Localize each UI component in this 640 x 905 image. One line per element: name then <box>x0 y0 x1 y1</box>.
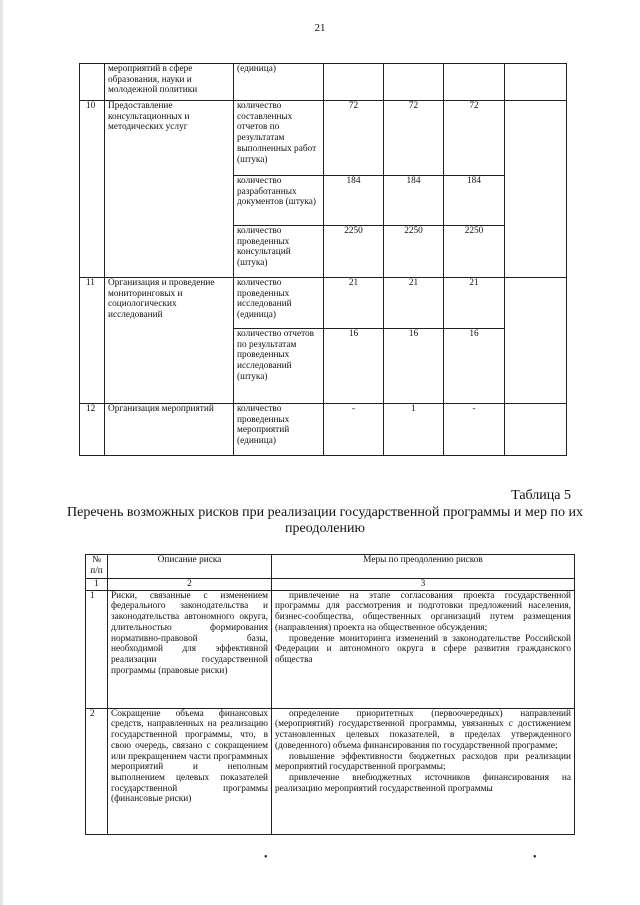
value-year-3: 16 <box>444 329 505 404</box>
row-number: 10 <box>80 101 105 278</box>
empty-cell <box>505 278 567 404</box>
event-name: Предоставление консультационных и методических услуг <box>105 101 234 278</box>
value-year-1: 184 <box>324 176 384 226</box>
measure-text: привлечение на этапе согласования проекта государственной программы для рассмотрения и подготовки предложений населения, бизнес-сообщества, общественных организаций путем размещения (направления) проекта на общественное обсуждения; <box>275 590 571 633</box>
value-year-1: 72 <box>324 101 384 176</box>
value-year-2: 72 <box>384 101 444 176</box>
value-year-3: 184 <box>444 176 505 226</box>
value-year-3: 21 <box>444 278 505 329</box>
measure-text: определение приоритетных (первоочередных) направлений (мероприятий) государственной программы, увязанных с достижением установленных целевых показателей, в пределах утвержденного (доведенного) объема финансирования по государственной программе; <box>275 708 571 751</box>
indicator-name: количество составленных отчетов по результатам выполненных работ (штука) <box>234 101 324 176</box>
indicator-name: количество проведенных исследований (единица) <box>234 278 324 329</box>
measure-text: повышение эффективности бюджетных расходов при реализации мероприятий государственной программы; <box>275 751 571 773</box>
value-year-1: 16 <box>324 329 384 404</box>
empty-cell <box>505 404 567 456</box>
value-year-3: 72 <box>444 101 505 176</box>
risk-description: Риски, связанные с изменением федерального законодательства и законодательства автономного округа, длительностью формирования нормативно-правовой базы, необходимой для эффективной реализации государственной программы (правовые риски) <box>108 590 272 708</box>
table-row <box>80 278 567 329</box>
value-year-2: 16 <box>384 329 444 404</box>
value-year-1: 2250 <box>324 226 384 278</box>
event-name: Организация мероприятий <box>105 404 234 456</box>
value-year-2: 2250 <box>384 226 444 278</box>
indicator-name: количество отчетов по результатам проведенных исследований (штука) <box>234 329 324 404</box>
event-name: Организация и проведение мониторинговых и социологических исследований <box>105 278 234 404</box>
value-year-1 <box>324 64 384 101</box>
value-year-2: 1 <box>384 404 444 456</box>
indicator-name: количество проведенных консультаций (штука) <box>234 226 324 278</box>
value-year-2: 184 <box>384 176 444 226</box>
risk-measures <box>272 590 575 708</box>
table-label: Таблица 5 <box>511 488 571 503</box>
risk-measures <box>272 708 575 834</box>
value-year-1: 21 <box>324 278 384 329</box>
empty-cell <box>505 101 567 278</box>
index-2: 2 <box>108 579 272 591</box>
row-number <box>80 64 105 101</box>
index-1: 1 <box>86 579 108 591</box>
row-number: 12 <box>80 404 105 456</box>
table-row <box>80 101 567 176</box>
value-year-3: - <box>444 404 505 456</box>
value-year-2: 21 <box>384 278 444 329</box>
table-title: Перечень возможных рисков при реализации государственной программы и мер по их преодолению <box>67 505 583 536</box>
header-desc: Описание риска <box>108 555 272 579</box>
scan-edge <box>0 0 3 905</box>
value-year-3 <box>444 64 505 101</box>
table-row <box>86 590 575 708</box>
event-name: мероприятий в сфере образования, науки и молодежной политики <box>105 64 234 101</box>
indicator-name: количество проведенных мероприятий (единица) <box>234 404 324 456</box>
empty-cell <box>505 64 567 101</box>
risks-table <box>85 554 575 835</box>
row-number: 2 <box>86 708 108 834</box>
row-number: 1 <box>86 590 108 708</box>
table-row <box>80 64 567 101</box>
page-number: 21 <box>314 22 326 34</box>
table-header-row <box>86 555 575 579</box>
value-year-1: - <box>324 404 384 456</box>
measure-text: привлечение внебюджетных источников финансирования на реализацию мероприятий государственной программы <box>275 772 571 794</box>
header-measures: Меры по преодолению рисков <box>272 555 575 579</box>
table-row <box>86 708 575 834</box>
indicator-name: (единица) <box>234 64 324 101</box>
risk-description: Сокращение объема финансовых средств, направленных на реализацию государственной программы, что, в свою очередь, связано с сокращением или прекращением части программных мероприятий и неполным выполнением целевых показателей государственной программы (финансовые риски) <box>108 708 272 834</box>
row-number: 11 <box>80 278 105 404</box>
measure-text: проведение мониторинга изменений в законодательстве Российской Федерации и автономного округа в сфере развития гражданского общества <box>275 633 571 665</box>
indicator-name: количество разработанных документов (штука) <box>234 176 324 226</box>
scan-dot: • <box>533 852 537 863</box>
value-year-2 <box>384 64 444 101</box>
table-row <box>80 404 567 456</box>
scan-dot: • <box>264 852 268 863</box>
index-3: 3 <box>272 579 575 591</box>
header-num: № п/п <box>86 555 108 579</box>
value-year-3: 2250 <box>444 226 505 278</box>
column-index-row <box>86 579 575 591</box>
indicators-table <box>79 63 567 456</box>
